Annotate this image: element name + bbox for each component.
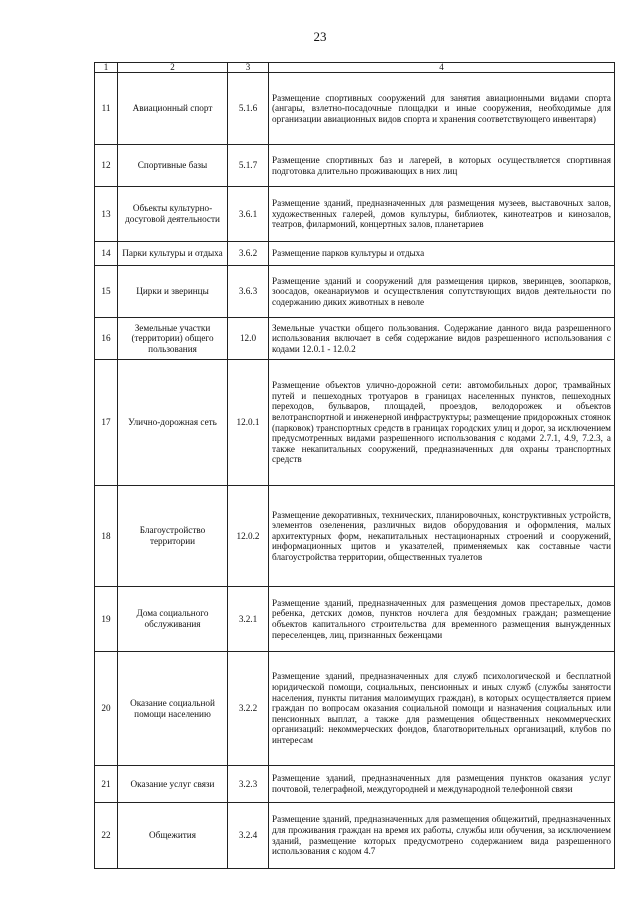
use-type-name: Спортивные базы xyxy=(118,145,228,187)
table-row xyxy=(95,187,615,242)
use-type-code: 3.6.2 xyxy=(228,242,269,266)
use-type-description: Размещение декоративных, технических, планировочных, конструктивных устройств, элементов озеленения, различных видов оборудования и оформления, малых архитектурных форм, некапитальных нестационарных строений и сооружений, информационных щитов и указателей, применяемых как составные части благоустройства территории, общественных туалетов xyxy=(269,486,615,587)
use-type-code: 3.2.4 xyxy=(228,803,269,869)
row-number: 22 xyxy=(95,803,118,869)
table-header-row xyxy=(95,63,615,73)
use-type-code: 3.2.1 xyxy=(228,587,269,652)
use-type-description: Земельные участки общего пользования. Содержание данного вида разрешенного использования включает в себя содержание видов разрешенного использования с кодами 12.0.1 - 12.0.2 xyxy=(269,318,615,360)
use-type-code: 12.0.2 xyxy=(228,486,269,587)
table-row xyxy=(95,360,615,486)
header-col-3: 3 xyxy=(228,63,269,73)
use-type-code: 5.1.6 xyxy=(228,73,269,145)
use-type-name: Оказание социальной помощи населению xyxy=(118,652,228,766)
table-row xyxy=(95,766,615,803)
header-col-4: 4 xyxy=(269,63,615,73)
use-type-description: Размещение зданий и сооружений для размещения цирков, зверинцев, зоопарков, зоосадов, океанариумов и осуществления сопутствующих видов деятельности по содержанию диких животных в неволе xyxy=(269,266,615,318)
table-row xyxy=(95,242,615,266)
use-type-code: 12.0.1 xyxy=(228,360,269,486)
table-row xyxy=(95,145,615,187)
use-type-description: Размещение спортивных баз и лагерей, в которых осуществляется спортивная подготовка длительно проживающих в них лиц xyxy=(269,145,615,187)
use-type-name: Улично-дорожная сеть xyxy=(118,360,228,486)
use-type-description: Размещение зданий, предназначенных для служб психологической и бесплатной юридической помощи, социальных, пенсионных и иных служб (службы занятости населения, пункты питания малоимущих граждан), в которых осуществляется прием граждан по вопросам оказания социальной помощи и назначения социальных или пенсионных выплат, а также для размещения общественных некоммерческих организаций: некоммерческих фондов, благотворительных организаций, клубов по интересам xyxy=(269,652,615,766)
header-col-2: 2 xyxy=(118,63,228,73)
row-number: 17 xyxy=(95,360,118,486)
use-type-description: Размещение зданий, предназначенных для размещения домов престарелых, домов ребенка, детских домов, пунктов ночлега для бездомных граждан; размещение объектов капитального строительства для временного размещения вынужденных переселенцев, лиц, признанных беженцами xyxy=(269,587,615,652)
row-number: 16 xyxy=(95,318,118,360)
use-type-description: Размещение спортивных сооружений для занятия авиационными видами спорта (ангары, взлетно-посадочные площадки и иные сооружения, необходимые для организации авиационных видов спорта и хранения соответствующего инвентаря) xyxy=(269,73,615,145)
use-type-code: 3.6.3 xyxy=(228,266,269,318)
use-type-description: Размещение парков культуры и отдыха xyxy=(269,242,615,266)
use-type-description: Размещение зданий, предназначенных для размещения общежитий, предназначенных для проживания граждан на время их работы, службы или обучения, за исключением зданий, размещение которых предусмотрено содержанием вида разрешенного использования с кодом 4.7 xyxy=(269,803,615,869)
use-type-description: Размещение объектов улично-дорожной сети: автомобильных дорог, трамвайных путей и пешеходных тротуаров в границах населенных пунктов, пешеходных переходов, бульваров, площадей, проездов, велодорожек и объектов велотранспортной и инженерной инфраструктуры; размещение придорожных стоянок (парковок) транспортных средств в границах городских улиц и дорог, за исключением предусмотренных видами разрешенного использования с кодами 2.7.1, 4.9, 7.2.3, а также некапитальных сооружений, предназначенных для охраны транспортных средств xyxy=(269,360,615,486)
table-row xyxy=(95,73,615,145)
use-type-name: Земельные участки (территории) общего пользования xyxy=(118,318,228,360)
land-use-table xyxy=(94,62,615,869)
use-type-name: Авиационный спорт xyxy=(118,73,228,145)
use-type-code: 12.0 xyxy=(228,318,269,360)
use-type-code: 3.6.1 xyxy=(228,187,269,242)
use-type-name: Благоустройство территории xyxy=(118,486,228,587)
row-number: 11 xyxy=(95,73,118,145)
table-row xyxy=(95,266,615,318)
row-number: 12 xyxy=(95,145,118,187)
row-number: 18 xyxy=(95,486,118,587)
use-type-description: Размещение зданий, предназначенных для размещения музеев, выставочных залов, художественных галерей, домов культуры, библиотек, кинотеатров и кинозалов, театров, филармоний, концертных залов, планетариев xyxy=(269,187,615,242)
use-type-description: Размещение зданий, предназначенных для размещения пунктов оказания услуг почтовой, телеграфной, междугородней и международной телефонной связи xyxy=(269,766,615,803)
use-type-code: 5.1.7 xyxy=(228,145,269,187)
table-row xyxy=(95,652,615,766)
use-type-name: Объекты культурно-досуговой деятельности xyxy=(118,187,228,242)
use-type-name: Цирки и зверинцы xyxy=(118,266,228,318)
table-row xyxy=(95,587,615,652)
use-type-name: Оказание услуг связи xyxy=(118,766,228,803)
row-number: 13 xyxy=(95,187,118,242)
use-type-name: Общежития xyxy=(118,803,228,869)
header-col-1: 1 xyxy=(95,63,118,73)
table-row xyxy=(95,486,615,587)
row-number: 21 xyxy=(95,766,118,803)
row-number: 14 xyxy=(95,242,118,266)
use-type-code: 3.2.3 xyxy=(228,766,269,803)
use-type-name: Парки культуры и отдыха xyxy=(118,242,228,266)
use-type-name: Дома социального обслуживания xyxy=(118,587,228,652)
use-type-code: 3.2.2 xyxy=(228,652,269,766)
page-number: 23 xyxy=(313,29,327,44)
row-number: 20 xyxy=(95,652,118,766)
table-row xyxy=(95,318,615,360)
row-number: 15 xyxy=(95,266,118,318)
row-number: 19 xyxy=(95,587,118,652)
table-row xyxy=(95,803,615,869)
